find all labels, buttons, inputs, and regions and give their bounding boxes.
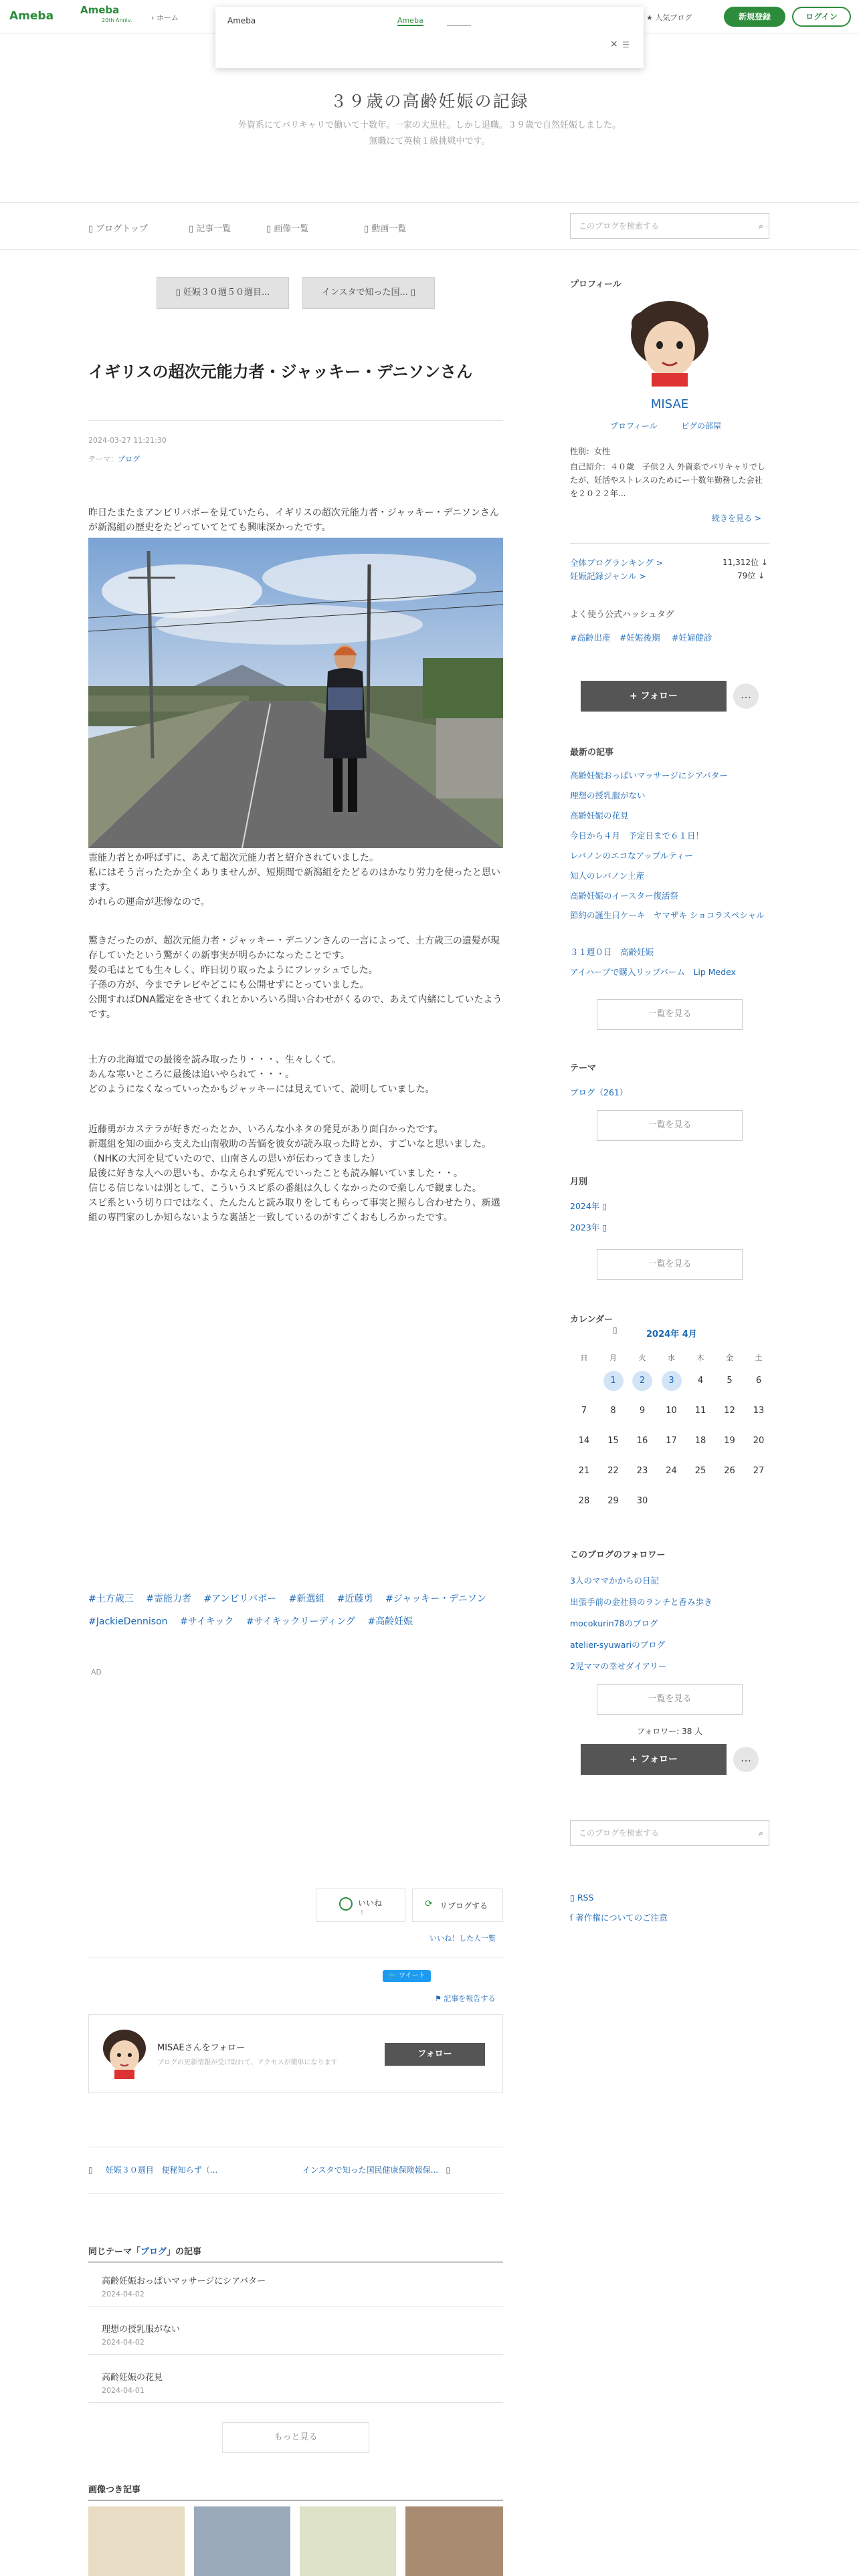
popular-blog-link[interactable]: ★ 人気ブログ [646,13,692,22]
image-thumb[interactable] [88,2506,185,2576]
report-link[interactable]: ⚑ 記事を報告する [435,1994,496,2003]
text-line: 信じる信じないは別として、こういうスピ系の番組は久しくなかったので楽しんで観ました。 [88,1183,482,1194]
theme-heading: テーマ [570,1063,597,1073]
calendar-day: 12 [724,1406,735,1416]
divider [570,543,769,544]
next-label: インスタで知った国民健康保険報保... [302,2165,439,2175]
calendar-dow: 月 [609,1354,617,1362]
close-icon[interactable]: × [610,39,618,49]
calendar-day: 9 [639,1406,646,1416]
rss-label: RSS [577,1893,594,1903]
genre-ranking-value: 79位 ↓ [737,571,765,580]
calendar-dow: 水 [668,1354,675,1362]
blog-description-line2: 無職にて英検１級挑戦中です。 [369,136,490,146]
heading-part: 同じテーマ「 [88,2247,141,2257]
same-theme-item[interactable]: 理想の授乳服がない [102,2325,181,2335]
prev-article-label: 妊娠３０週５０週目... [183,288,270,298]
calendar-day: 5 [727,1376,733,1386]
month-link[interactable]: 2024年 ▯ [570,1201,607,1211]
calendar-day: 28 [578,1496,590,1506]
calendar-day: 7 [581,1406,587,1416]
like-label: いいね [358,1899,383,1908]
nav-article-list[interactable]: ▯ 記事一覧 [189,224,231,234]
copyright-link[interactable]: ſ 著作権についてのご注意 [570,1913,668,1923]
same-theme-date: 2024-04-02 [102,2338,145,2347]
tweet-button[interactable]: 🐦 ツイート [383,1970,431,1982]
smile-icon [339,1897,353,1911]
recent-article-link[interactable]: レバノンのエコなアップルティー [570,851,693,861]
calendar-month: 2024年 4月 [646,1329,697,1339]
calendar-day: 26 [724,1466,735,1476]
like-count: ! [361,1909,364,1917]
article-title[interactable]: イギリスの超次元能力者・ジャッキー・デニソンさん [88,362,473,381]
text-line: 近藤勇がカステラが好きだったとか、いろんな小ネタの発見があり面白かったです。 [88,1124,444,1135]
title-divider [88,420,503,421]
calendar-dow: 火 [638,1354,646,1362]
text-line: 子孫の方が、今までテレビやどこにも公開せずにとっていました。 [88,980,369,990]
image-thumb[interactable] [405,2506,503,2576]
month-list-more-button[interactable]: 一覧を見る [597,1249,743,1280]
calendar-day: 15 [607,1436,619,1446]
tweet-label: ツイート [399,1972,425,1979]
profile-link[interactable]: プロフィール [610,421,658,431]
follow-card-sub: ブログの更新情報が受け取れて、アクセスが簡単になります [157,2059,338,2066]
calendar-dow: 日 [580,1354,588,1362]
copyright-label: 著作権についてのご注意 [575,1913,668,1923]
recent-article-link[interactable]: アイハーブで購入リップバーム Lip Medex [570,967,736,977]
calendar-dow: 金 [726,1354,733,1362]
theme-link[interactable]: ブログ（261） [570,1087,628,1097]
calendar-day: 18 [694,1436,706,1446]
theme-link[interactable]: ブログ [118,455,140,463]
follow-card [88,2014,503,2093]
article-paragraph-5 [88,1122,503,1225]
same-theme-link[interactable]: ブログ [140,2247,167,2257]
calendar-day: 13 [753,1406,765,1416]
calendar-prev-icon[interactable]: ▯ [613,1325,617,1335]
nav-label: 動画一覧 [371,224,407,234]
home-label: ホーム [156,13,179,22]
overall-ranking-value: 11,312位 ↓ [723,558,768,567]
reblog-label: リブログする [440,1901,488,1911]
divider [88,2354,503,2355]
calendar-heading: カレンダー [570,1315,613,1325]
hashtag-heading: よく使う公式ハッシュタグ [570,610,674,620]
hashtag-link[interactable]: #新選組 [288,1594,325,1604]
monthly-heading: 月別 [570,1177,588,1187]
recent-article-link[interactable]: ３１週０日 高齢妊娠 [570,947,654,957]
hashtag-link[interactable]: #近藤勇 [337,1594,373,1604]
follower-count: フォロワー: 38 人 [636,1727,703,1736]
hashtag-link[interactable]: #ジャッキー・デニソン [385,1594,486,1604]
ameba-popup [215,7,644,68]
read-more-link[interactable]: 続きを見る > [712,514,761,523]
article-date: 2024-03-27 11:21:30 [88,436,167,445]
calendar-day: 17 [666,1436,677,1446]
calendar-day: 24 [666,1466,677,1476]
like-list-link[interactable]: いいね！した人一覧 [430,1934,496,1943]
calendar-day: 6 [755,1376,762,1386]
text-line: 驚きだったのが、超次元能力者・ジャッキー・デニソンさんの一言によって、土方歳三の遺髪が現存していたという驚がくの新事実が明らかになったことです。 [88,936,500,961]
nav-label: ブログトップ [96,224,148,234]
nav-video-list[interactable]: ▯ 動画一覧 [364,224,407,234]
follower-blog-link[interactable]: 出張手前の金社員のランチと香み歩き [570,1597,712,1607]
calendar-day[interactable]: 3 [662,1371,682,1391]
recent-article-link[interactable]: 高齢妊娠のイースター復活祭 [570,891,678,901]
login-button[interactable]: ログイン [792,7,851,27]
calendar-day: 10 [666,1406,677,1416]
calendar-day: 4 [697,1376,704,1386]
next-article-button[interactable]: インスタで知った国... ▯ [302,277,435,309]
hashtag-link[interactable]: #土方歳三 [88,1594,134,1604]
calendar-day: 11 [694,1406,706,1416]
text-line: 土方の北海道での最後を読み取ったり・・・、生々しくて。 [88,1055,341,1065]
photo-road-scene [88,538,503,848]
text-line: 髪の毛はとても生々しく、昨日切り取ったようにフレッシュでした。 [88,965,378,976]
article-paragraph-1: 昨日たまたまアンビリバボーを見ていたら、イギリスの超次元能力者・ジャッキー・デニソンさんが新潟組の歴史をたどっていてとても興味深かったです。 [88,508,499,533]
hashtag-link[interactable]: #サイキックリーディング [246,1616,355,1627]
reblog-button[interactable] [412,1889,503,1922]
calendar-dow: 土 [755,1354,763,1362]
blog-search-input[interactable] [570,213,769,239]
calendar-day: 25 [694,1466,706,1476]
recent-article-link[interactable]: 理想の授乳服がない [570,790,646,800]
calendar-day: 19 [724,1436,735,1446]
article-photo[interactable] [88,538,503,848]
text-line: 公開すればDNA鑑定をさせてくれとかいろいろ問い合わせがくるので、あえて内緒にしていたようです。 [88,994,502,1020]
side-hashtag[interactable]: #妊婦健診 [672,633,712,643]
image-articles-heading: 画像つき記事 [88,2485,141,2495]
text-line: どのようになくなっていったかもジャッキーには見えていて、説明していました。 [88,1084,435,1095]
article-paragraph-3 [88,934,503,1022]
calendar-day: 20 [753,1436,765,1446]
calendar-day: 27 [753,1466,765,1476]
follower-blog-link[interactable]: atelier-syuwariのブログ [570,1640,666,1650]
follow-button[interactable]: + フォロー [581,681,727,712]
reblog-icon: ⟳ [425,1899,433,1909]
calendar-day: 8 [610,1406,616,1416]
next-article-link-bottom[interactable]: インスタで知った国民健康保険報保... ▯ [302,2165,451,2175]
calendar-dow: 木 [696,1354,704,1362]
profile-heading: プロフィール [570,280,622,290]
image-thumb[interactable] [194,2506,290,2576]
search-placeholder: このブログを検索する [579,221,660,231]
recent-article-link[interactable]: 節約の誕生日ケーキ ヤマザキ ショコラスペシャル [570,910,765,920]
divider [88,2402,503,2403]
followers-list-more-button[interactable]: 一覧を見る [597,1684,743,1715]
next-article-label: インスタで知った国... [321,288,408,298]
article-hashtags [88,1588,503,1633]
blog-title[interactable]: ３９歳の高齢妊娠の記録 [330,92,529,111]
hashtag-link[interactable]: #高齢妊娠 [367,1616,413,1627]
calendar-day[interactable]: 1 [603,1371,624,1391]
profile-gender: 性別：女性 [570,447,611,456]
anniv-sub: 20th Anniv. [102,17,132,23]
signup-button[interactable]: 新規登録 [724,7,785,27]
sidebar-search-input[interactable] [570,1820,769,1846]
nav-label: 画像一覧 [274,224,309,234]
calendar-day: 21 [578,1466,590,1476]
menu-icon[interactable]: ☰ [622,40,630,49]
month-label: 2023年 [570,1222,600,1232]
calendar-day: 29 [607,1496,619,1506]
search-placeholder: このブログを検索する [579,1828,660,1838]
calendar-day: 16 [636,1436,648,1446]
prev-article-link-bottom[interactable]: ▯ 妊娠３０週目 便秘知らず（... [88,2165,218,2175]
prev-label: 妊娠３０週目 便秘知らず（... [105,2165,218,2175]
text-line: 私にはそう言ったたか全くありませんが、短期間で新潟組をたどるのはかなり労力を使ったと思います。 [88,867,500,893]
like-button[interactable] [316,1889,405,1922]
text-line: かれらの運命が悲惨なので。 [88,897,210,907]
text-line: スピ系という切り口ではなく、たんたんと読み取りをしてもらって事実と照らし合わせたり、新選組の専門家のしか知らないような裏話と一致しているのがすごくおもしろかったです。 [88,1198,500,1223]
popup-title: Ameba [227,16,256,25]
text-line: あんな寒いところに最後は追いやられて・・・。 [88,1069,294,1080]
blog-description-line1: 外資系にてバリキャリで働いて十数年。一家の大黒柱。しかし退職。３９歳で自然妊娠しました。 [237,120,621,130]
follow-card-button[interactable]: フォロー [385,2043,485,2066]
popup-tab-line [447,25,471,26]
follower-blog-link[interactable]: 2児ママの幸せダイアリー [570,1661,667,1671]
prev-article-button[interactable]: ▯ 妊娠３０週５０週目... [157,277,289,309]
recent-article-link[interactable]: 今日から４月 予定日まで６１日！ [570,831,704,841]
text-line: 最後に好きな人への思いも、かなえられず死んでいったことも読み解いていました・・。 [88,1168,463,1179]
more-button[interactable]: もっと見る [222,2422,369,2453]
text-line: 新選組を知の面から支えた山南敬助の苦悩を彼女が読み取った時とか、すごいなと思いました。 [88,1139,491,1150]
hashtag-link[interactable]: #JackieDennison [88,1616,168,1627]
calendar-day: 14 [578,1436,590,1446]
calendar-day: 23 [636,1466,648,1476]
pigu-room-link[interactable]: ピグの部屋 [681,421,722,431]
report-label: 記事を報告する [444,1994,496,2003]
home-link[interactable]: › ホーム [151,13,179,22]
article-paragraph-4 [88,1053,503,1097]
same-theme-item[interactable]: 高齢妊娠おっぱいマッサージにシアバター [102,2276,266,2286]
nav-image-list[interactable]: ▯ 画像一覧 [266,224,309,234]
recent-article-link[interactable]: 高齢妊娠おっぱいマッサージにシアバター [570,770,728,780]
nav-blog-top[interactable]: ▯ ブログトップ [88,224,148,234]
calendar-day: 30 [636,1496,648,1506]
text-line: 霊能力者とか呼ばずに、あえて超次元能力者と紹介されていました。 [88,853,379,863]
more-options-button[interactable]: … [733,683,759,709]
recent-heading: 最新の記事 [570,748,614,758]
recent-article-link[interactable]: 高齢妊娠の花見 [570,811,629,821]
calendar-day: 22 [607,1466,619,1476]
month-link[interactable]: 2023年 ▯ [570,1222,607,1232]
hashtag-link[interactable]: #サイキック [179,1616,234,1627]
search-icon[interactable]: ⌕ [759,1828,763,1838]
heading-part: 」の記事 [167,2247,202,2257]
profile-intro: 自己紹介：４０歳 子供２人 外資系でバリキャリでしたが、妊活やストレスのためにー十数年勤務した会社を２０２２年... [570,462,765,498]
profile-avatar[interactable] [625,297,714,387]
popular-label: 人気ブログ [655,13,692,22]
follower-blog-link[interactable]: mocokurin78のブログ [570,1618,658,1628]
calendar-day[interactable]: 2 [632,1371,652,1391]
same-theme-date: 2024-04-02 [102,2290,145,2298]
more-options-button-bottom[interactable]: … [733,1747,759,1772]
nav-label: 記事一覧 [196,224,231,234]
recent-list-more-button[interactable]: 一覧を見る [597,999,743,1030]
text-line: （NHKの大河を見ていたので、山南さんの思いが伝わってきました） [88,1154,380,1164]
article-paragraph-2 [88,851,503,909]
hashtag-link[interactable]: #アンビリバボー [203,1594,277,1604]
profile-name[interactable]: MISAE [650,397,689,411]
theme-list-more-button[interactable]: 一覧を見る [597,1110,743,1141]
side-hashtag[interactable]: #高齢出産 [570,633,611,643]
theme-label: テーマ： [88,455,118,463]
search-icon[interactable]: ⌕ [759,221,763,231]
blog-nav [0,202,859,250]
ameba-logo[interactable]: Ameba [9,9,54,23]
same-theme-item[interactable]: 高齢妊娠の花見 [102,2373,163,2383]
month-label: 2024年 [570,1201,600,1211]
follow-button-bottom[interactable]: + フォロー [581,1744,727,1775]
article-theme [88,453,140,464]
ad-label: AD [91,1668,102,1677]
ameba-20th-logo[interactable]: Ameba [80,4,120,16]
recent-article-link[interactable]: 知人のレバノン土産 [570,871,645,881]
overall-ranking-link[interactable]: 全体ブログランキング > [570,558,664,568]
same-theme-date: 2024-04-01 [102,2386,145,2395]
followers-heading: このブログのフォロワー [570,1550,666,1560]
rss-link[interactable]: ▯ RSS [570,1893,594,1903]
image-thumb[interactable] [300,2506,396,2576]
popup-tab[interactable]: Ameba [397,16,423,25]
side-hashtag[interactable]: #妊娠後期 [619,633,660,643]
follow-card-title: MISAEさんをフォロー [157,2043,246,2053]
genre-ranking-link[interactable]: 妊娠記録ジャンル > [570,571,646,581]
avatar[interactable] [101,2028,148,2079]
follower-blog-link[interactable]: 3人のママかからの日記 [570,1576,659,1586]
divider [88,2193,503,2194]
same-theme-heading [88,2244,201,2257]
hashtag-link[interactable]: #霊能力者 [146,1594,191,1604]
